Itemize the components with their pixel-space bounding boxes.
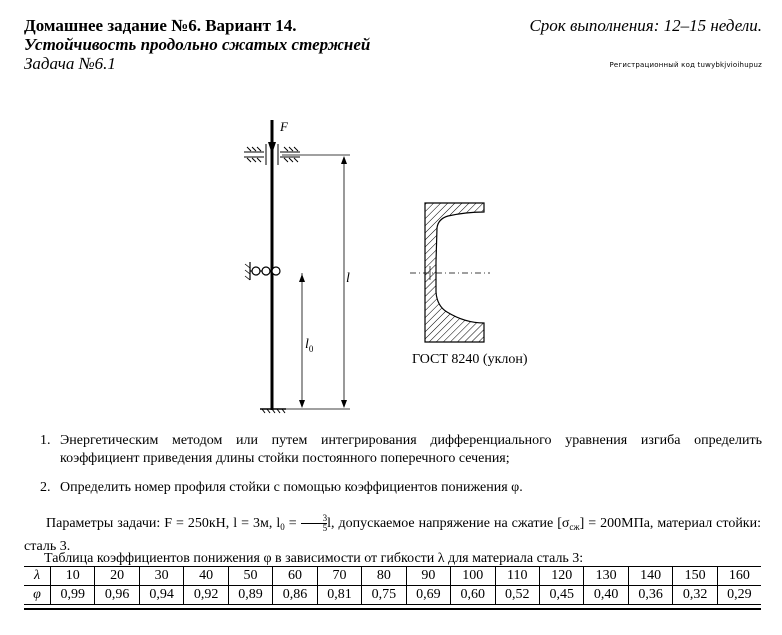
deadline: Срок выполнения: 12–15 недели.	[529, 16, 762, 35]
phi-cell: 0,60	[451, 586, 495, 605]
row-label-lambda: λ	[24, 567, 51, 586]
lambda-cell: 120	[539, 567, 583, 586]
phi-cell: 0,86	[273, 586, 317, 605]
channel-section	[410, 203, 490, 342]
middle-pin-support	[245, 262, 280, 280]
lambda-cell: 30	[139, 567, 183, 586]
task-parameters: Параметры задачи: F = 250кН, l = 3м, $l_0$ = $\frac{3}{5}$ l, допускаемое напряжение на сжатие $[\sigma_{сж}] = 200МПа$, материал стойки: сталь 3.	[24, 513, 761, 554]
phi-cell: 0,81	[317, 586, 361, 605]
lambda-cell: 70	[317, 567, 361, 586]
lambda-cell: 160	[717, 567, 761, 586]
force-arrow	[268, 121, 276, 154]
list-item: 1. Энергетическим методом или путем интегрирования дифференциального уравнения изгиба определить коэффициент приведения длины стойки постоянного поперечного сечения;	[40, 433, 762, 466]
phi-cell: 0,40	[584, 586, 628, 605]
phi-cell: 0,94	[139, 586, 183, 605]
length-label: l	[346, 271, 350, 286]
phi-cell: 0,96	[95, 586, 139, 605]
lambda-cell: 60	[273, 567, 317, 586]
assignment-title: Домашнее задание №6. Вариант 14.	[24, 16, 297, 35]
phi-cell: 0,45	[539, 586, 583, 605]
lambda-cell: 90	[406, 567, 450, 586]
problem-number: Задача №6.1	[24, 54, 116, 73]
section-caption: ГОСТ 8240 (уклон)	[412, 352, 528, 367]
length-dimension	[282, 155, 350, 409]
lambda-cell: 150	[673, 567, 717, 586]
registration-code: Регистрационный код tuwybkjvioihupuz	[609, 61, 762, 69]
phi-cell: 0,36	[628, 586, 672, 605]
phi-cell: 0,29	[717, 586, 761, 605]
lambda-cell: 20	[95, 567, 139, 586]
phi-cell: 0,89	[228, 586, 272, 605]
lambda-cell: 100	[451, 567, 495, 586]
table-row	[24, 586, 761, 605]
list-item: 2. Определить номер профиля стойки с помощью коэффициентов понижения φ.	[40, 480, 523, 495]
phi-cell: 0,52	[495, 586, 539, 605]
topic-title: Устойчивость продольно сжатых стержней	[24, 35, 371, 54]
table-row	[24, 567, 761, 586]
phi-cell: 0,69	[406, 586, 450, 605]
force-label: F	[280, 119, 288, 134]
phi-cell: 0,32	[673, 586, 717, 605]
lambda-cell: 40	[184, 567, 228, 586]
task-list	[40, 432, 762, 508]
phi-cell: 0,75	[362, 586, 406, 605]
lambda-cell: 80	[362, 567, 406, 586]
lambda-cell: 50	[228, 567, 272, 586]
fixed-base	[260, 409, 286, 413]
phi-cell: 0,92	[184, 586, 228, 605]
l0-label: $l_0$	[305, 337, 314, 354]
lambda-cell: 10	[51, 567, 95, 586]
row-label-phi: φ	[24, 586, 51, 605]
phi-cell: 0,99	[51, 586, 95, 605]
lambda-cell: 140	[628, 567, 672, 586]
table-caption: Таблица коэффициентов понижения φ в зависимости от гибкости λ для материала сталь 3:	[44, 551, 584, 566]
bottom-rule	[24, 608, 761, 610]
lambda-cell: 110	[495, 567, 539, 586]
lambda-cell: 130	[584, 567, 628, 586]
coefficient-table	[24, 566, 761, 605]
